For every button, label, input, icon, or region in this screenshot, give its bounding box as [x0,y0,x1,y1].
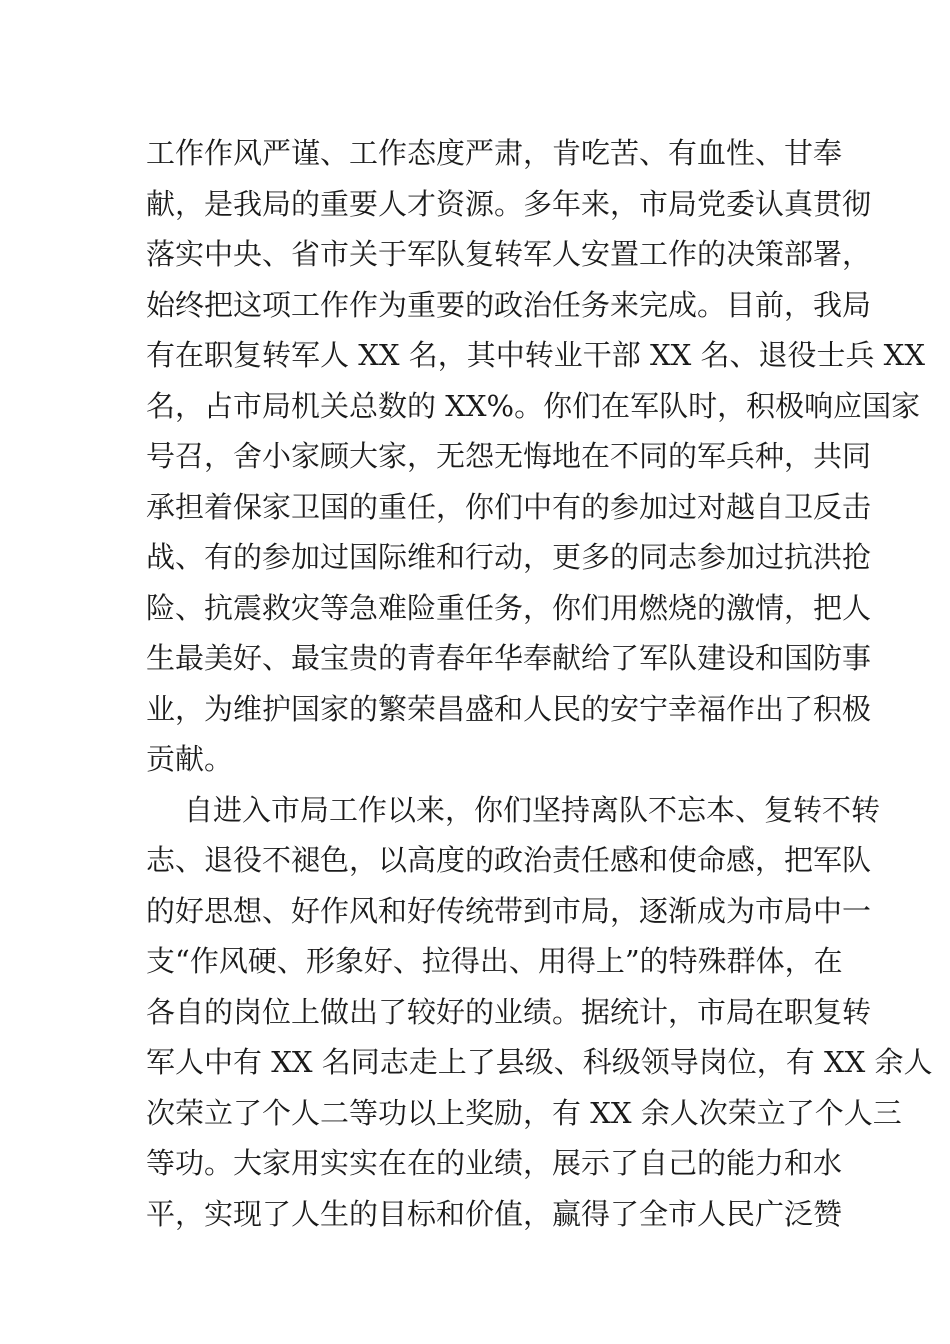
paragraph-1 [146,128,925,785]
text-line: 始终把这项工作作为重要的政治任务来完成。目前，我局 [146,287,872,322]
text-line: 等功。大家用实实在在的业绩，展示了自己的能力和水 [146,1146,843,1180]
text-line: 落实中央、省市关于军队复转军人安置工作的决策部署， [146,237,872,271]
text-line: 平，实现了人生的目标和价值，赢得了全市人民广泛赞 [146,1196,843,1231]
text-line: 军人中有 XX 名同志走上了县级、科级领导岗位，有 XX 余人 [146,1045,933,1079]
text-line: 献，是我局的重要人才资源。多年来，市局党委认真贯彻 [146,186,872,221]
paragraph-2 [146,785,933,1240]
text-line: 自进入市局工作以来，你们坚持离队不忘本、复转不转 [184,792,881,827]
text-line: 承担着保家卫国的重任，你们中有的参加过对越自卫反击 [146,489,872,524]
text-line: 险、抗震救灾等急难险重任务，你们用燃烧的激情，把人 [146,590,872,625]
text-line: 生最美好、最宝贵的青春年华奉献给了军队建设和国防事 [146,641,872,675]
text-line: 业，为维护国家的繁荣昌盛和人民的安宁幸福作出了积极 [146,691,872,726]
text-line: 支“作风硬、形象好、拉得出、用得上”的特殊群体，在 [146,944,843,978]
document-body [146,128,933,1239]
text-line: 有在职复转军人 XX 名，其中转业干部 XX 名、退役士兵 XX [146,338,925,372]
text-line: 号召，舍小家顾大家，无怨无悔地在不同的军兵种，共同 [146,439,872,473]
text-line: 名，占市局机关总数的 XX%。你们在军队时，积极响应国家 [146,388,921,423]
text-line: 志、退役不褪色，以高度的政治责任感和使命感，把军队 [146,843,872,877]
text-line: 次荣立了个人二等功以上奖励，有 XX 余人次荣立了个人三 [146,1095,902,1130]
text-line: 的好思想、好作风和好传统带到市局，逐渐成为市局中一 [146,893,872,928]
text-line: 贡献。 [146,742,234,776]
text-line: 战、有的参加过国际维和行动，更多的同志参加过抗洪抢 [146,540,872,574]
text-line: 工作作风严谨、工作态度严肃，肯吃苦、有血性、甘奉 [146,136,843,170]
text-line: 各自的岗位上做出了较好的业绩。据统计，市局在职复转 [146,994,872,1029]
